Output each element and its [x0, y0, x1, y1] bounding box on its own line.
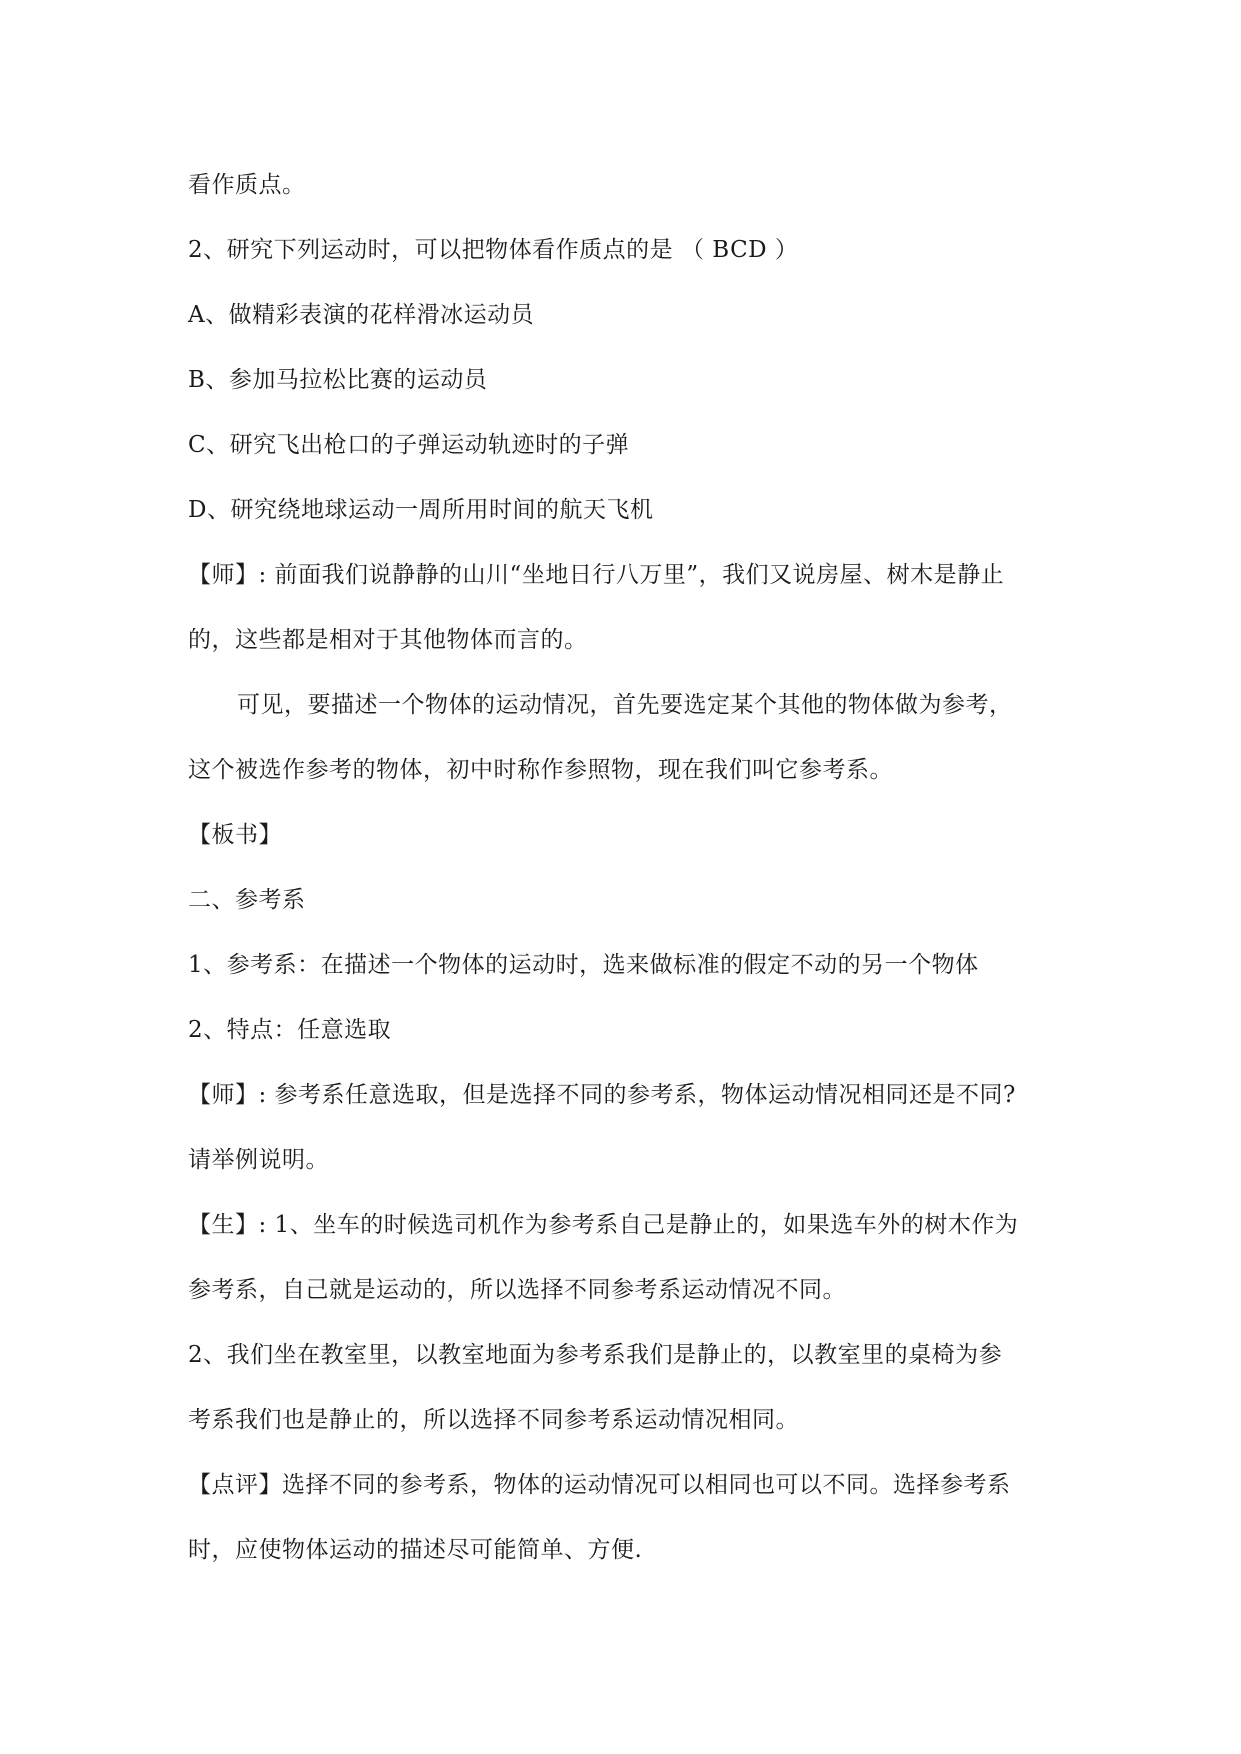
text-line: 看作质点。: [188, 172, 306, 198]
teacher-paragraph: 【师】: 前面我们说静静的山川“坐地日行八万里”，我们又说房屋、树木是静止: [188, 562, 1005, 588]
student-answer: 【生】: 1、坐车的时候选司机作为参考系自己是静止的，如果选车外的树木作为: [188, 1212, 1019, 1238]
feature-line: 2、特点：任意选取: [188, 1017, 392, 1043]
text-line: 时，应使物体运动的描述尽可能简单、方便.: [188, 1537, 643, 1563]
text-line: 参考系，自己就是运动的，所以选择不同参考系运动情况不同。: [188, 1277, 846, 1303]
board-heading: 【板书】: [188, 822, 282, 848]
teacher-question: 【师】: 参考系任意选取，但是选择不同的参考系，物体运动情况相同还是不同?: [188, 1082, 1016, 1108]
comment-paragraph: 【点评】选择不同的参考系，物体的运动情况可以相同也可以不同。选择参考系: [188, 1472, 1011, 1498]
section-title: 二、参考系: [188, 887, 306, 913]
option-c: C、研究飞出枪口的子弹运动轨迹时的子弹: [188, 432, 630, 458]
text-line: 请举例说明。: [188, 1147, 329, 1173]
option-b: B、参加马拉松比赛的运动员: [188, 367, 488, 393]
text-line: 考系我们也是静止的，所以选择不同参考系运动情况相同。: [188, 1407, 799, 1433]
text-line: 2、我们坐在教室里，以教室地面为参考系我们是静止的，以教室里的桌椅为参: [188, 1342, 1003, 1368]
option-d: D、研究绕地球运动一周所用时间的航天飞机: [188, 497, 654, 523]
text-line: 这个被选作参考的物体，初中时称作参照物，现在我们叫它参考系。: [188, 757, 893, 783]
question-line: 2、研究下列运动时，可以把物体看作质点的是 （ BCD ）: [188, 237, 799, 263]
text-line: 可见，要描述一个物体的运动情况，首先要选定某个其他的物体做为参考，: [237, 692, 1013, 718]
text-line: 的，这些都是相对于其他物体而言的。: [188, 627, 588, 653]
option-a: A、做精彩表演的花样滑冰运动员: [188, 302, 535, 328]
definition-line: 1、参考系：在描述一个物体的运动时，选来做标准的假定不动的另一个物体: [188, 952, 979, 978]
